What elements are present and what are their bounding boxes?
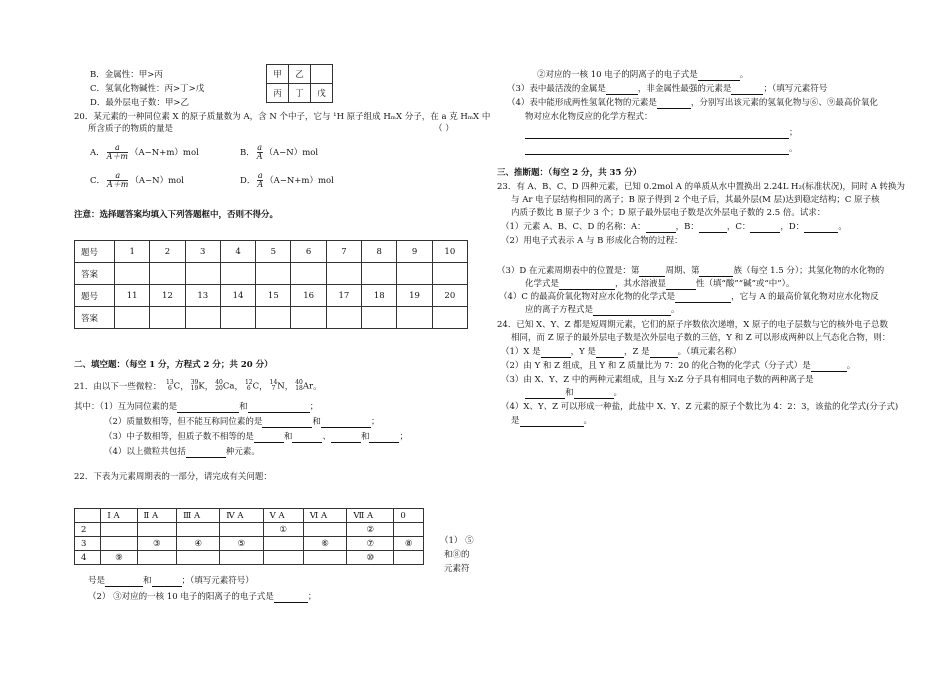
q22-cont-line4: 物对应水化物反应的化学方程式： (525, 112, 653, 122)
q22-side-text-3: 元素符 (444, 564, 470, 574)
q24-stem-1: 24．已知 X、Y、Z 都是短周期元素，它们的原子序数依次递增，X 原子的电子层数与它的核外电子总数 (497, 320, 889, 330)
grid-qno: 6 (291, 241, 326, 263)
grid-qno: 14 (220, 285, 255, 307)
q20-stem-line2: 所含质子的物质的量是 (88, 124, 174, 134)
answer-cell[interactable] (115, 307, 150, 329)
grid-qno: 12 (150, 285, 185, 307)
grid-qno: 3 (185, 241, 220, 263)
grid-qno: 4 (220, 241, 255, 263)
equation-blank-1: ； (525, 128, 798, 139)
q22-side-text-2: 和⑧的 (444, 550, 470, 560)
grid-header-answer: 答案 (75, 263, 115, 285)
blank[interactable] (262, 419, 312, 428)
pt-element-cell: ① (263, 523, 303, 537)
q20-answer-paren: （ ） (434, 124, 454, 134)
answer-cell[interactable] (362, 307, 397, 329)
pt-element-cell: ⑤ (220, 537, 263, 551)
pt-element-cell (303, 551, 347, 565)
blank[interactable] (646, 224, 676, 233)
answer-cell[interactable] (397, 307, 432, 329)
blank[interactable] (606, 86, 638, 95)
grid-qno: 17 (326, 285, 361, 307)
grid-header-answer: 答案 (75, 307, 115, 329)
grid-qno: 5 (256, 241, 291, 263)
q22-q2: （2） ③对应的一核 10 电子的阳离子的电子式是 ； (88, 592, 317, 602)
fraction: $\frac{a}{A+m}$ (106, 143, 129, 161)
blank[interactable] (698, 72, 740, 81)
answer-cell[interactable] (115, 263, 150, 285)
blank[interactable] (666, 281, 696, 290)
answer-cell[interactable] (362, 263, 397, 285)
q21-line4: （4）以上微粒共包括 种元素。 (104, 447, 260, 457)
blank[interactable] (750, 224, 780, 233)
pt-element-cell (220, 523, 263, 537)
grid-qno: 19 (397, 285, 432, 307)
q24-q4-cont: 是 。 (511, 416, 593, 426)
pt-element-cell: ⑧ (394, 537, 424, 551)
cell-wu: 戊 (311, 84, 333, 103)
answer-cell[interactable] (432, 263, 467, 285)
q23-stem-3: 内质子数比 B 原子少 3 个；D 原子最外层电子数是次外层电子数的 2.5 倍。试求： (511, 208, 826, 218)
grid-qno: 2 (150, 241, 185, 263)
answer-cell[interactable] (291, 263, 326, 285)
blank[interactable] (731, 86, 763, 95)
q20-option-b: B． $\frac{a}{A}$ （A−N）mol (240, 143, 319, 161)
q22-cont-line3: （4）表中能形成两性氢氧化物的元素是 ，分别写出该元素的氢氧化物与⑥、⑨最高价氧化 (507, 98, 878, 108)
q20-option-d: D． $\frac{a}{A}$ （A−N+m）mol (240, 171, 334, 189)
q23-q2: （2）用电子式表示 A 与 B 形成化合物的过程： (501, 236, 683, 246)
blank[interactable] (254, 434, 284, 443)
pt-element-cell: ⑥ (303, 537, 347, 551)
q23-q4-cont: 应的离子方程式是 。 (525, 305, 680, 315)
answer-cell[interactable] (150, 263, 185, 285)
pt-period-cell: 3 (75, 537, 101, 551)
q20-option-a: A． $\frac{a}{A+m}$ （A−N+m）mol (90, 143, 199, 161)
q23-q1: （1）元素 A、B、C、D 的名称：A： ，B： ，C： ，D： 。 (501, 222, 847, 232)
q24-q3-cont: 和 。 (525, 388, 622, 399)
blank[interactable] (657, 100, 691, 109)
answer-cell[interactable] (432, 307, 467, 329)
pt-element-cell (137, 551, 177, 565)
grid-qno: 10 (432, 241, 467, 263)
pt-element-cell (394, 551, 424, 565)
q24-q2: （2）由 Y 和 Z 组成，且 Y 和 Z 质量比为 7：20 的化合物的化学式（分子式）是 。 (501, 361, 856, 371)
q21-line1: 其中：（1）互为同位素的是 和 ； (74, 402, 319, 412)
answer-cell[interactable] (256, 307, 291, 329)
pt-element-cell (177, 523, 220, 537)
pt-header-cell: Ⅲ A (177, 509, 220, 523)
grid-header-qno: 题号 (75, 285, 115, 307)
q21-line2: （2）质量数相等，但不能互称同位素的是 和 ； (104, 417, 380, 427)
section-2-title: 二、填空题：（每空 1 分，方程式 2 分；共 20 分） (74, 360, 273, 370)
cell-ding: 丁 (289, 84, 311, 103)
q19-element-table (266, 64, 333, 103)
blank[interactable] (593, 307, 671, 316)
isotope-notation: 39 19 K (190, 379, 205, 392)
pt-element-cell (263, 537, 303, 551)
q24-q3: （3）由 X、Y、Z 中的两种元素组成，且与 X₂Z 分子具有相同电子数的两种离子是 (501, 375, 814, 385)
pt-element-cell (394, 523, 424, 537)
blank[interactable] (699, 268, 733, 277)
blank[interactable] (369, 434, 399, 443)
blank[interactable] (541, 349, 571, 358)
answer-cell[interactable] (220, 307, 255, 329)
blank[interactable] (650, 349, 678, 358)
isotope-notation: 12 6 C (244, 379, 260, 392)
q23-q4: （4）C 的最高价氧化物对应水化物的化学式是 ，它与 A 的最高价氧化物对应水化物反 (499, 292, 879, 302)
cell-yi: 乙 (289, 65, 311, 84)
blank[interactable] (699, 224, 727, 233)
isotope-notation: 40 20 Ca (215, 379, 235, 392)
q19-option-c: C．氢氧化物碱性：丙>丁>戊 (90, 84, 205, 94)
cell-jia: 甲 (267, 65, 289, 84)
q23-q3: （3）D 在元素周期表中的位置是：第 周期、第 族（每空 1.5 分）；其氢化物的水化物的 (497, 266, 885, 276)
blank[interactable] (321, 419, 371, 428)
q24-q4: （4）X、Y、Z 可以形成一种盐，此盐中 X、Y、Z 元素的原子个数比为 4：2：3，该盐的化学式(分子式) (501, 402, 899, 412)
pt-element-cell: ③ (137, 537, 177, 551)
equation-blank-2: 。 (525, 144, 798, 155)
cell-bing: 丙 (267, 84, 289, 103)
answer-note: 注意：选择题答案均填入下列答题框中，否则不得分。 (74, 210, 279, 220)
pt-element-cell: ⑦ (347, 537, 394, 551)
answer-cell[interactable] (326, 307, 361, 329)
pt-header-cell (75, 509, 101, 523)
pt-header-cell: 0 (394, 509, 424, 523)
answer-cell[interactable] (397, 263, 432, 285)
blank[interactable] (105, 578, 143, 587)
blank[interactable] (525, 146, 789, 155)
q24-stem-2: 相同，而 Z 原子的最外层电子数是次外层电子数的三倍，Y 和 Z 可以形成两种以上气态化合物，则： (511, 333, 891, 343)
grid-qno: 9 (397, 241, 432, 263)
blank[interactable] (274, 594, 308, 603)
pt-element-cell (101, 523, 137, 537)
q21-intro: 21．由以下一些微粒： 13 6 C， 39 19 K， 40 20 Ca， 12 6 C， 14 7 N， 40 18 Ar。 (74, 379, 322, 392)
blank[interactable] (639, 268, 665, 277)
pt-header-cell: Ⅴ A (263, 509, 303, 523)
fraction: $\frac{a}{A}$ (257, 171, 264, 189)
q20-stem-line1: 20．某元素的一种同位素 X 的原子质量数为 A，含 N 个中子，它与 ¹H 原子组成 HₘX 分子，在 a 克 HₘX 中 (74, 112, 491, 122)
fraction: $\frac{a}{A}$ (256, 143, 263, 161)
grid-qno: 13 (185, 285, 220, 307)
blank[interactable] (596, 349, 624, 358)
section-3-title: 三、推断题：（每空 2 分，共 35 分） (497, 168, 642, 178)
isotope-notation: 14 7 N (269, 379, 285, 392)
blank[interactable] (248, 404, 310, 413)
grid-qno: 20 (432, 285, 467, 307)
q24-q1: （1）X 是 ，Y 是 ，Z 是 。（填元素名称） (501, 347, 742, 357)
blank[interactable] (177, 404, 239, 413)
cell-empty (311, 65, 333, 84)
grid-qno: 7 (326, 241, 361, 263)
q20-option-c: C． $\frac{a}{A+m}$ （A−N）mol (90, 171, 184, 189)
q23-stem-2: 与 Ar 电子层结构相同的离子；B 原子得到 2 个电子后，其最外层(M 层)达到稳定结构；C 原子核 (511, 195, 880, 205)
grid-qno: 16 (291, 285, 326, 307)
isotope-notation: 13 6 C (166, 379, 181, 392)
pt-header-cell: Ⅱ A (137, 509, 177, 523)
blank[interactable] (525, 130, 789, 139)
blank[interactable] (675, 294, 731, 303)
pt-element-cell (303, 523, 347, 537)
grid-qno: 11 (115, 285, 150, 307)
blank[interactable] (811, 363, 847, 372)
isotope-list: 13 6 C， 39 19 K， 40 20 Ca， 12 6 C， 14 7 N， 40 18 Ar。 (166, 379, 322, 392)
grid-qno: 15 (256, 285, 291, 307)
blank[interactable] (186, 449, 226, 458)
answer-cell[interactable] (150, 307, 185, 329)
pt-header-cell: Ⅵ A (303, 509, 347, 523)
answer-grid (74, 240, 468, 329)
grid-qno: 18 (362, 285, 397, 307)
pt-header-cell: Ⅶ A (347, 509, 394, 523)
pt-element-cell (177, 551, 220, 565)
answer-cell[interactable] (185, 263, 220, 285)
pt-element-cell: ④ (177, 537, 220, 551)
q22-cont-line1: ②对应的一核 10 电子的阴离子的电子式是 。 (537, 70, 749, 80)
pt-element-cell (220, 551, 263, 565)
answer-cell[interactable] (326, 263, 361, 285)
answer-cell[interactable] (185, 307, 220, 329)
periodic-table-fragment (74, 508, 424, 565)
blank[interactable] (804, 224, 838, 233)
pt-element-cell: ⑩ (347, 551, 394, 565)
pt-element-cell (101, 537, 137, 551)
blank[interactable] (559, 281, 615, 290)
q22-cont-line2: （3）表中最活泼的金属是 ，非金属性最强的元素是 ；（填写元素符号 (507, 84, 828, 94)
grid-qno: 8 (362, 241, 397, 263)
answer-cell[interactable] (291, 307, 326, 329)
fraction: $\frac{a}{A+m}$ (107, 171, 129, 189)
q19-option-d: D．最外层电子数：甲>乙 (90, 98, 189, 108)
pt-period-cell: 4 (75, 551, 101, 565)
q19-option-b: B．金属性：甲>丙 (90, 70, 163, 80)
blank[interactable] (574, 390, 614, 399)
grid-qno: 1 (115, 241, 150, 263)
blank[interactable] (152, 578, 182, 587)
q23-q3-cont: 化学式是 ，其水溶液显 性（填“酸”“碱”或“中”）。 (525, 279, 795, 289)
pt-period-cell: 2 (75, 523, 101, 537)
pt-header-cell: Ⅰ A (101, 509, 137, 523)
blank[interactable] (292, 434, 322, 443)
pt-element-cell (137, 523, 177, 537)
pt-header-cell: Ⅳ A (220, 509, 263, 523)
isotope-notation: 40 18 Ar (295, 379, 314, 392)
pt-element-cell: ⑨ (101, 551, 137, 565)
q21-line3: （3）中子数相等，但质子数不相等的是 和 、 和 ； (104, 432, 408, 442)
pt-element-cell: ② (347, 523, 394, 537)
grid-header-qno: 题号 (75, 241, 115, 263)
q22-q1-tail: 号是 和 ；（填写元素符号） (88, 576, 254, 586)
answer-cell[interactable] (256, 263, 291, 285)
q22-side-text-1: （1） ⑤ (440, 536, 474, 546)
answer-cell[interactable] (220, 263, 255, 285)
q23-stem-1: 23．有 A、B、C、D 四种元素，已知 0.2mol A 的单质从水中置换出 2.24L H₂(标准状况)，同时 A 转换为 (497, 182, 906, 192)
blank[interactable] (331, 434, 361, 443)
q22-stem: 22．下表为元素周期表的一部分，请完成有关问题： (74, 472, 272, 482)
blank[interactable] (520, 418, 584, 427)
pt-element-cell (263, 551, 303, 565)
blank[interactable] (525, 390, 565, 399)
